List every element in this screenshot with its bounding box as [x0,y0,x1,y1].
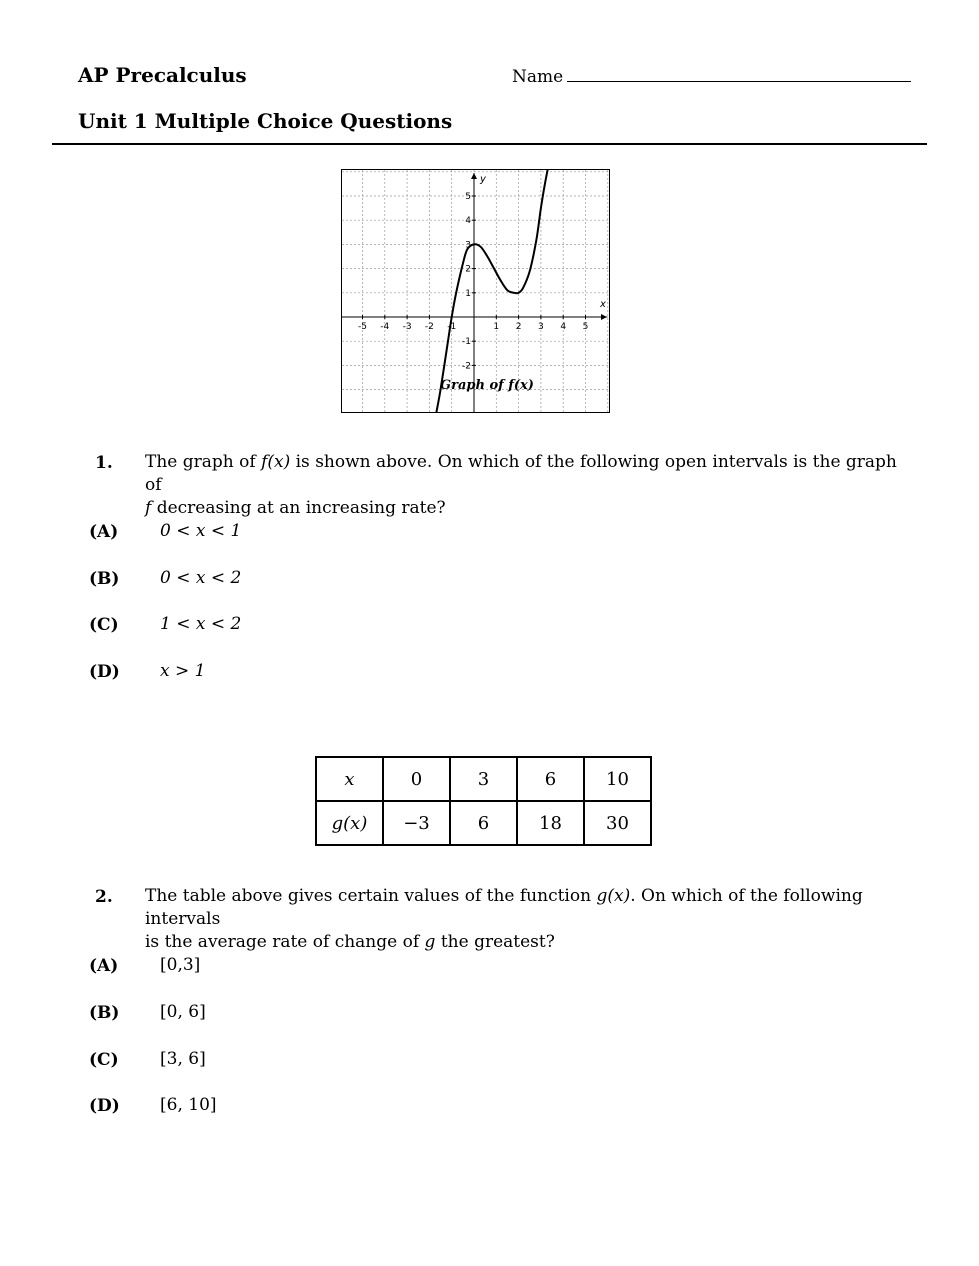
q1-text [145,451,905,520]
q2-option-c-label[interactable]: (C) [89,1050,119,1070]
q1-option-c-text: 1 < x < 2 [160,614,242,634]
q2-g: g [424,932,436,952]
table-cell: −3 [383,801,450,845]
q2-number: 2. [95,887,113,907]
course-title: AP Precalculus [78,63,247,87]
q2-option-a-label[interactable]: (A) [89,956,119,976]
q1-option-a-label[interactable]: (A) [89,522,119,542]
q1-option-a-text: 0 < x < 1 [160,521,242,541]
name-label: Name [512,67,564,87]
q2-option-d-text: [6, 10] [160,1095,217,1115]
table-cell: 0 [383,757,450,801]
g-values-table [315,756,652,846]
x-tick-label: 5 [582,322,589,332]
q2-option-b-label[interactable]: (B) [89,1003,120,1023]
x-tick-label: -2 [424,322,434,332]
table-cell: 30 [584,801,651,845]
q1-text-a: The graph of [145,452,262,472]
table-cell: 6 [517,757,584,801]
x-tick-label: -3 [402,322,412,332]
graph-frame [342,170,610,413]
y-tick-label: 2 [465,264,471,275]
table-row-x [316,757,651,801]
table-cell: 10 [584,757,651,801]
q2-text-d: the greatest? [435,932,555,952]
unit-title: Unit 1 Multiple Choice Questions [78,109,453,133]
y-tick-label: 1 [465,288,471,299]
q2-text-b: . On which of the following intervals [145,886,863,929]
q1-fx: f(x) [261,452,291,472]
q2-text-c: is the average rate of change of [145,932,425,952]
name-blank-line [567,65,911,82]
q1-option-c-label[interactable]: (C) [89,615,119,635]
y-tick-label: -2 [462,361,471,372]
q1-number: 1. [95,453,113,473]
x-tick-label: 3 [538,322,544,332]
table-cell: x [316,757,383,801]
x-tick-label: -5 [358,322,367,332]
q2-option-a-text: [0,3] [160,955,201,975]
q1-text-b: is shown above. On which of the following open intervals is the graph of [145,452,897,495]
graph-of-f [341,169,610,413]
x-tick-label: -1 [447,322,457,332]
q1-text-c: decreasing at an increasing rate? [151,498,446,518]
q1-option-d-label[interactable]: (D) [89,662,120,682]
q1-f: f [145,498,152,518]
y-tick-label: 4 [465,216,471,227]
table-cell: 18 [517,801,584,845]
name-field [512,65,911,87]
y-axis-label: y [480,174,486,185]
table-cell: g(x) [316,801,383,845]
q1-option-b-text: 0 < x < 2 [160,568,242,588]
q1-option-b-label[interactable]: (B) [89,569,120,589]
q2-text [145,885,905,954]
table-row-g [316,801,651,845]
y-tick-label: -1 [462,337,471,348]
y-tick-label: 3 [465,240,471,251]
x-tick-label: 4 [560,322,567,332]
x-tick-label: 2 [515,322,522,332]
q2-text-a: The table above gives certain values of the function [145,886,597,906]
table-cell: 6 [450,801,517,845]
q1-option-d-text: x > 1 [160,661,206,681]
table-cell: 3 [450,757,517,801]
graph-title: Graph of f(x) [440,378,534,393]
q2-option-b-text: [0, 6] [160,1002,206,1022]
x-axis-label: x [600,299,606,310]
y-tick-label: 5 [465,192,471,202]
x-tick-label: 1 [493,322,500,332]
header-divider [52,143,927,145]
x-tick-label: -4 [380,322,390,332]
q2-gx: g(x) [596,886,631,906]
q2-option-c-text: [3, 6] [160,1049,206,1069]
q2-option-d-label[interactable]: (D) [89,1096,120,1116]
